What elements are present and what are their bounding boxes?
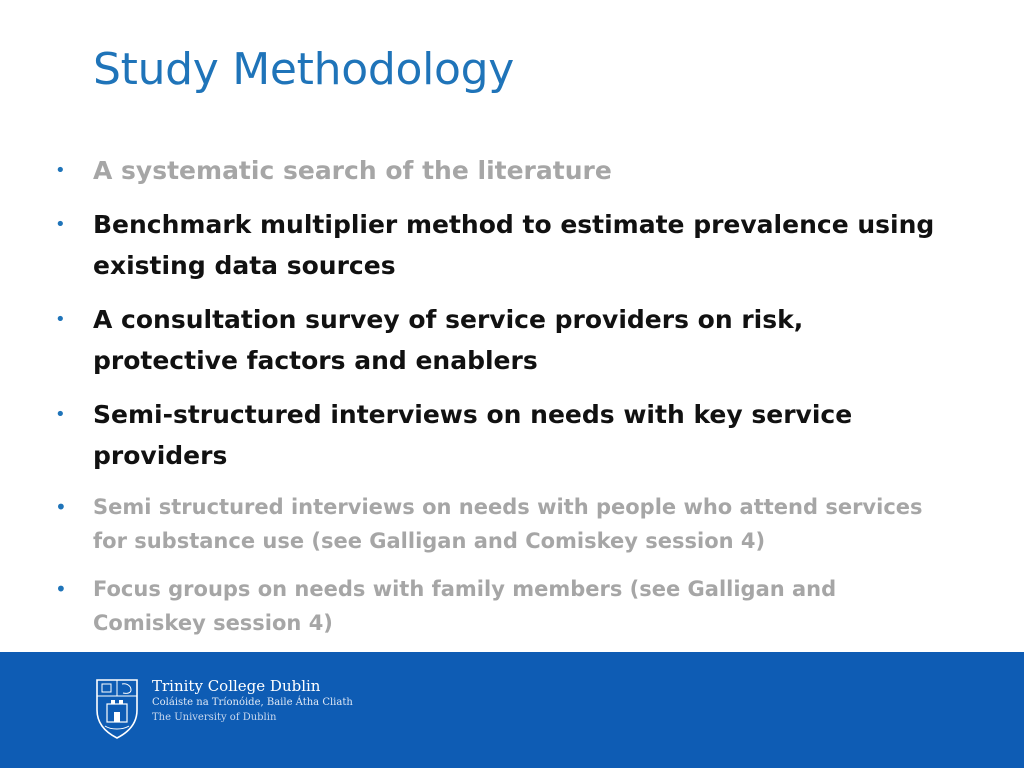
footer-bar — [0, 652, 1024, 768]
institution-irish-name: Coláiste na Tríonóide, Baile Átha Cliath — [152, 697, 353, 708]
bullet-item — [55, 204, 955, 286]
bullet-item — [55, 572, 955, 640]
bullet-item — [55, 490, 955, 558]
bullet-text: Benchmark multiplier method to estimate prevalence using existing data sources — [93, 210, 935, 280]
bullet-item — [55, 299, 955, 381]
bullet-dot-icon: • — [55, 495, 67, 519]
bullet-dot-icon: • — [55, 214, 66, 235]
tcd-crest-icon — [93, 676, 141, 740]
bullet-text: Focus groups on needs with family members (see Galligan and Comiskey session 4) — [93, 577, 837, 635]
institution-name: Trinity College Dublin — [152, 677, 321, 695]
bullet-item — [55, 394, 955, 476]
institution-wordmark — [152, 677, 353, 725]
bullet-dot-icon: • — [55, 404, 66, 425]
bullet-dot-icon: • — [55, 309, 66, 330]
bullet-text: A systematic search of the literature — [93, 156, 612, 185]
bullet-item — [55, 150, 955, 191]
bullet-list — [55, 150, 955, 640]
bullet-dot-icon: • — [55, 577, 67, 601]
bullet-dot-icon: • — [55, 160, 66, 181]
bullet-text: A consultation survey of service providers on risk, protective factors and enablers — [93, 305, 804, 375]
bullet-text: Semi structured interviews on needs with people who attend services for substance use (see Galligan and Comiskey session 4) — [93, 495, 923, 553]
slide-title: Study Methodology — [93, 44, 514, 95]
university-name: The University of Dublin — [152, 712, 277, 723]
bullet-text: Semi-structured interviews on needs with key service providers — [93, 400, 853, 470]
